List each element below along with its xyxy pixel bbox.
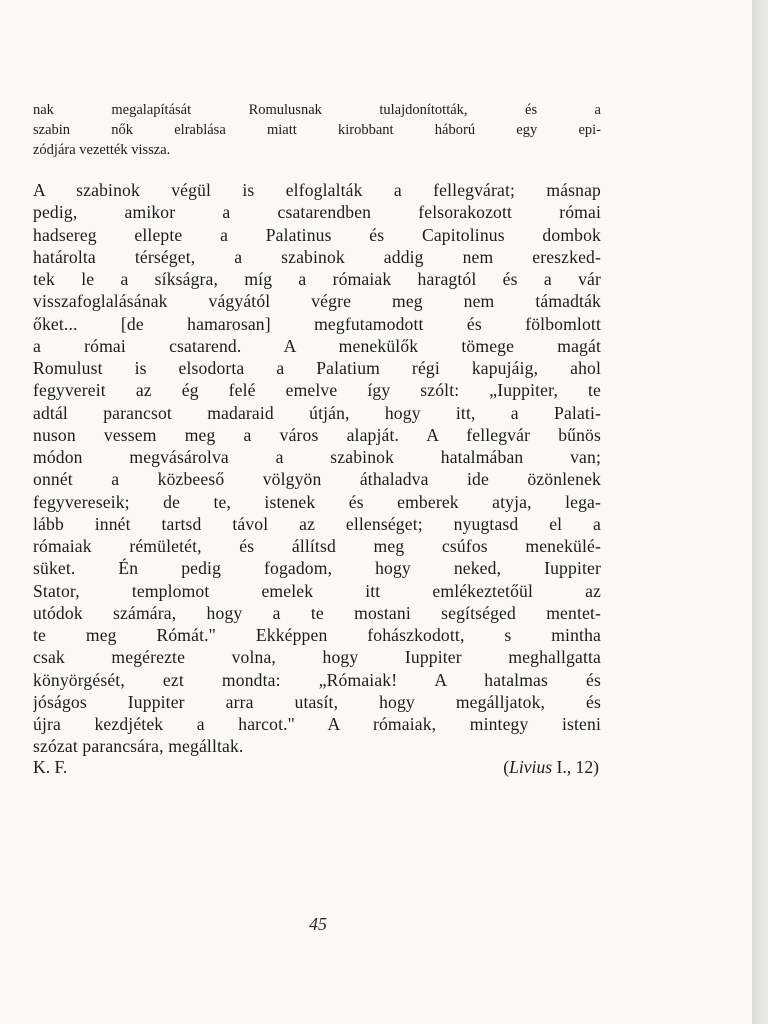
text-line: újra kezdjétek a harcot." A rómaiak, mintegy isteni	[33, 714, 601, 734]
text-line: csak megérezte volna, hogy Iuppiter meghallgatta	[33, 647, 601, 668]
text-line: süket. Én pedig fogadom, hogy neked, Iuppiter	[33, 558, 601, 579]
text-line: fegyvereseik; de te, istenek és emberek atyja, lega-	[33, 491, 601, 512]
main-paragraph	[33, 179, 601, 758]
citation-reference: I., 12)	[552, 757, 599, 777]
text-line: rómaiak rémületét, és állítsd meg csúfos menekülé-	[33, 536, 601, 556]
source-citation	[503, 757, 599, 778]
text-line: visszafoglalásának vágyától végre meg nem támadták	[33, 291, 601, 312]
text-line: Stator, templomot emelek itt emlékeztetőül az	[33, 580, 601, 601]
text-line: szózat parancsára, megálltak.	[33, 736, 244, 757]
text-line: adtál parancsot madaraid útján, hogy itt, a Palati-	[33, 402, 601, 423]
text-line: határolta térséget, a szabinok addig nem ereszked-	[33, 246, 601, 267]
text-line: jóságos Iuppiter arra utasít, hogy megálljatok, és	[33, 691, 601, 712]
text-line: nak megalapítását Romulusnak tulajdonították, és a	[33, 102, 601, 118]
text-line: szabin nők elrablása miatt kirobbant háború egy epi-	[33, 122, 601, 138]
text-line: onnét a közbeeső völgyön áthaladva ide özönlenek	[33, 469, 601, 490]
text-line: tek le a síkságra, míg a rómaiak haragtól és a vár	[33, 269, 601, 289]
text-line: fegyvereit az ég felé emelve így szólt: „Iuppiter, te	[33, 380, 601, 401]
text-line: zódjára vezették vissza.	[33, 142, 171, 158]
text-line: utódok számára, hogy a te mostani segítséged mentet-	[33, 602, 601, 623]
text-line: hadsereg ellepte a Palatinus és Capitolinus dombok	[33, 224, 601, 245]
text-line: te meg Rómát." Ekképpen fohászkodott, s mintha	[33, 625, 601, 645]
text-line: könyörgését, ezt mondta: „Rómaiak! A hatalmas és	[33, 669, 601, 690]
text-line: pedig, amikor a csatarendben felsorakozott római	[33, 202, 601, 223]
citation-author: Livius	[509, 757, 553, 777]
footnote-paragraph	[33, 100, 601, 160]
citation-open-paren: (	[503, 757, 510, 777]
text-line: módon megvásárolva a szabinok hatalmában van;	[33, 447, 601, 467]
translator-initials: K. F.	[33, 757, 68, 777]
text-line: Romulust is elsodorta a Palatium régi kapujáig, ahol	[33, 358, 601, 378]
text-line: a római csatarend. A menekülők tömege magát	[33, 335, 601, 356]
page-number: 45	[309, 914, 327, 934]
text-line: őket... [de hamarosan] megfutamodott és fölbomlott	[33, 313, 601, 334]
text-line: A szabinok végül is elfoglalták a fellegvárat; másnap	[33, 180, 601, 200]
text-line: nuson vessem meg a város alapját. A fellegvár bűnös	[33, 424, 601, 445]
page-edge	[752, 0, 768, 1024]
text-line: lább innét tartsd távol az ellenséget; nyugtasd el a	[33, 513, 601, 534]
